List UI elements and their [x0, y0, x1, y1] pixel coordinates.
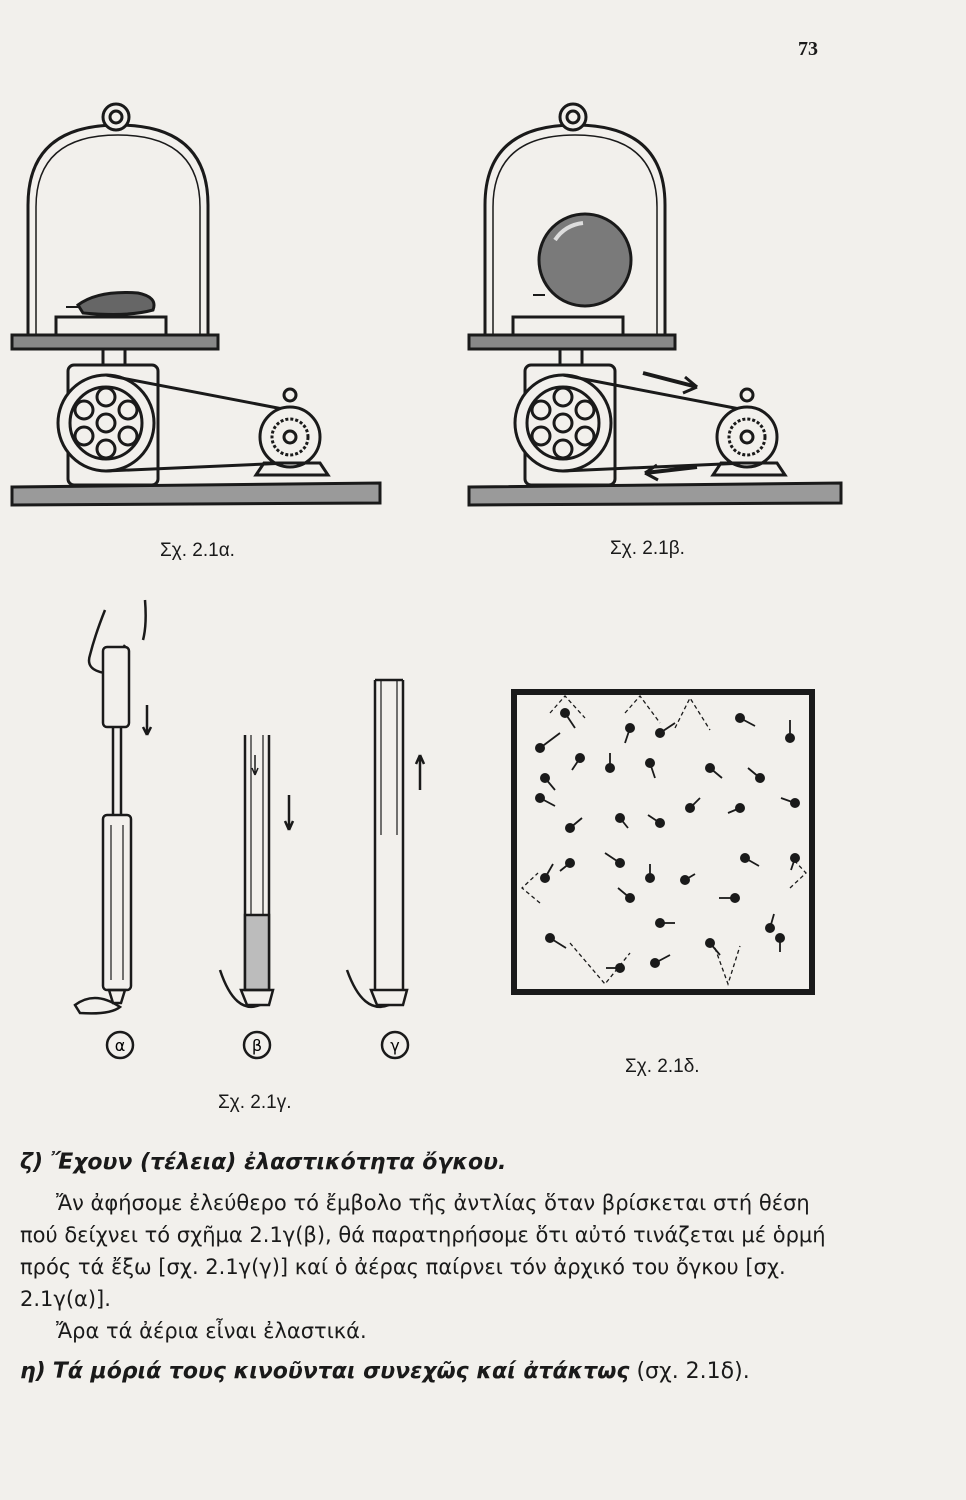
molecule-velocity-arrow — [710, 768, 722, 778]
molecule-velocity-arrow — [540, 733, 560, 748]
molecule-velocity-arrow — [605, 853, 620, 863]
section-z-title: Ἔχουν (τέλεια) ἐλαστικότητα ὄγκου. — [50, 1150, 507, 1175]
body-text — [20, 1150, 850, 1384]
molecule-velocity-arrow — [748, 768, 760, 778]
figure-2-1d — [510, 688, 816, 998]
section-z-marker: ζ) — [20, 1150, 44, 1175]
section-h-marker: η) — [20, 1359, 46, 1384]
figure-2-1a-caption: Σχ. 2.1α. — [160, 540, 235, 561]
figure-2-1c-caption: Σχ. 2.1γ. — [218, 1092, 292, 1113]
figure-2-1b-caption: Σχ. 2.1β. — [610, 538, 685, 559]
molecule-velocity-arrow — [690, 798, 700, 808]
molecule-velocity-arrow — [545, 778, 555, 790]
page-number: 73 — [798, 38, 818, 60]
molecule-velocity-arrow — [618, 888, 630, 898]
molecule-velocity-arrow — [570, 818, 582, 828]
section-z-paragraph-1: Ἄν ἀφήσομε ἐλεύθερο τό ἔμβολο τῆς ἀντλίας ὅταν βρίσκεται στή θέση πού δείχνει τό σχῆμα 2.1γ(β), θά παρατηρήσομε ὅτι αὐτό τινάζεται μέ ὁρμή πρός τά ἔξω [σχ. 2.1γ(γ)] καί ὁ ἀέρας παίρνει τόν ἀρχικό του ὄγκου [σχ. 2.1γ(α)]. — [20, 1191, 826, 1311]
figure-2-1d-caption: Σχ. 2.1δ. — [625, 1056, 700, 1077]
label-gamma: γ — [390, 1036, 400, 1055]
section-h-heading — [20, 1359, 850, 1384]
section-z-paragraph-2: Ἄρα τά ἀέρια εἶναι ἐλαστικά. — [56, 1319, 367, 1343]
label-alpha: α — [114, 1036, 126, 1055]
molecule-velocity-arrow — [565, 713, 575, 728]
molecule-velocity-arrow — [660, 723, 675, 733]
figure-2-1a — [8, 95, 388, 515]
section-h-title: Τά μόριά τους κινοῦνται συνεχῶς καί ἀτάκτως — [52, 1359, 630, 1384]
molecules-group — [535, 708, 800, 973]
molecule-velocity-arrow — [550, 938, 566, 948]
section-z-heading — [20, 1150, 850, 1175]
section-h-reference: (σχ. 2.1δ). — [636, 1359, 750, 1384]
label-beta: β — [251, 1036, 263, 1055]
figure-2-1b — [465, 95, 850, 515]
figure-2-1c — [65, 595, 445, 1075]
